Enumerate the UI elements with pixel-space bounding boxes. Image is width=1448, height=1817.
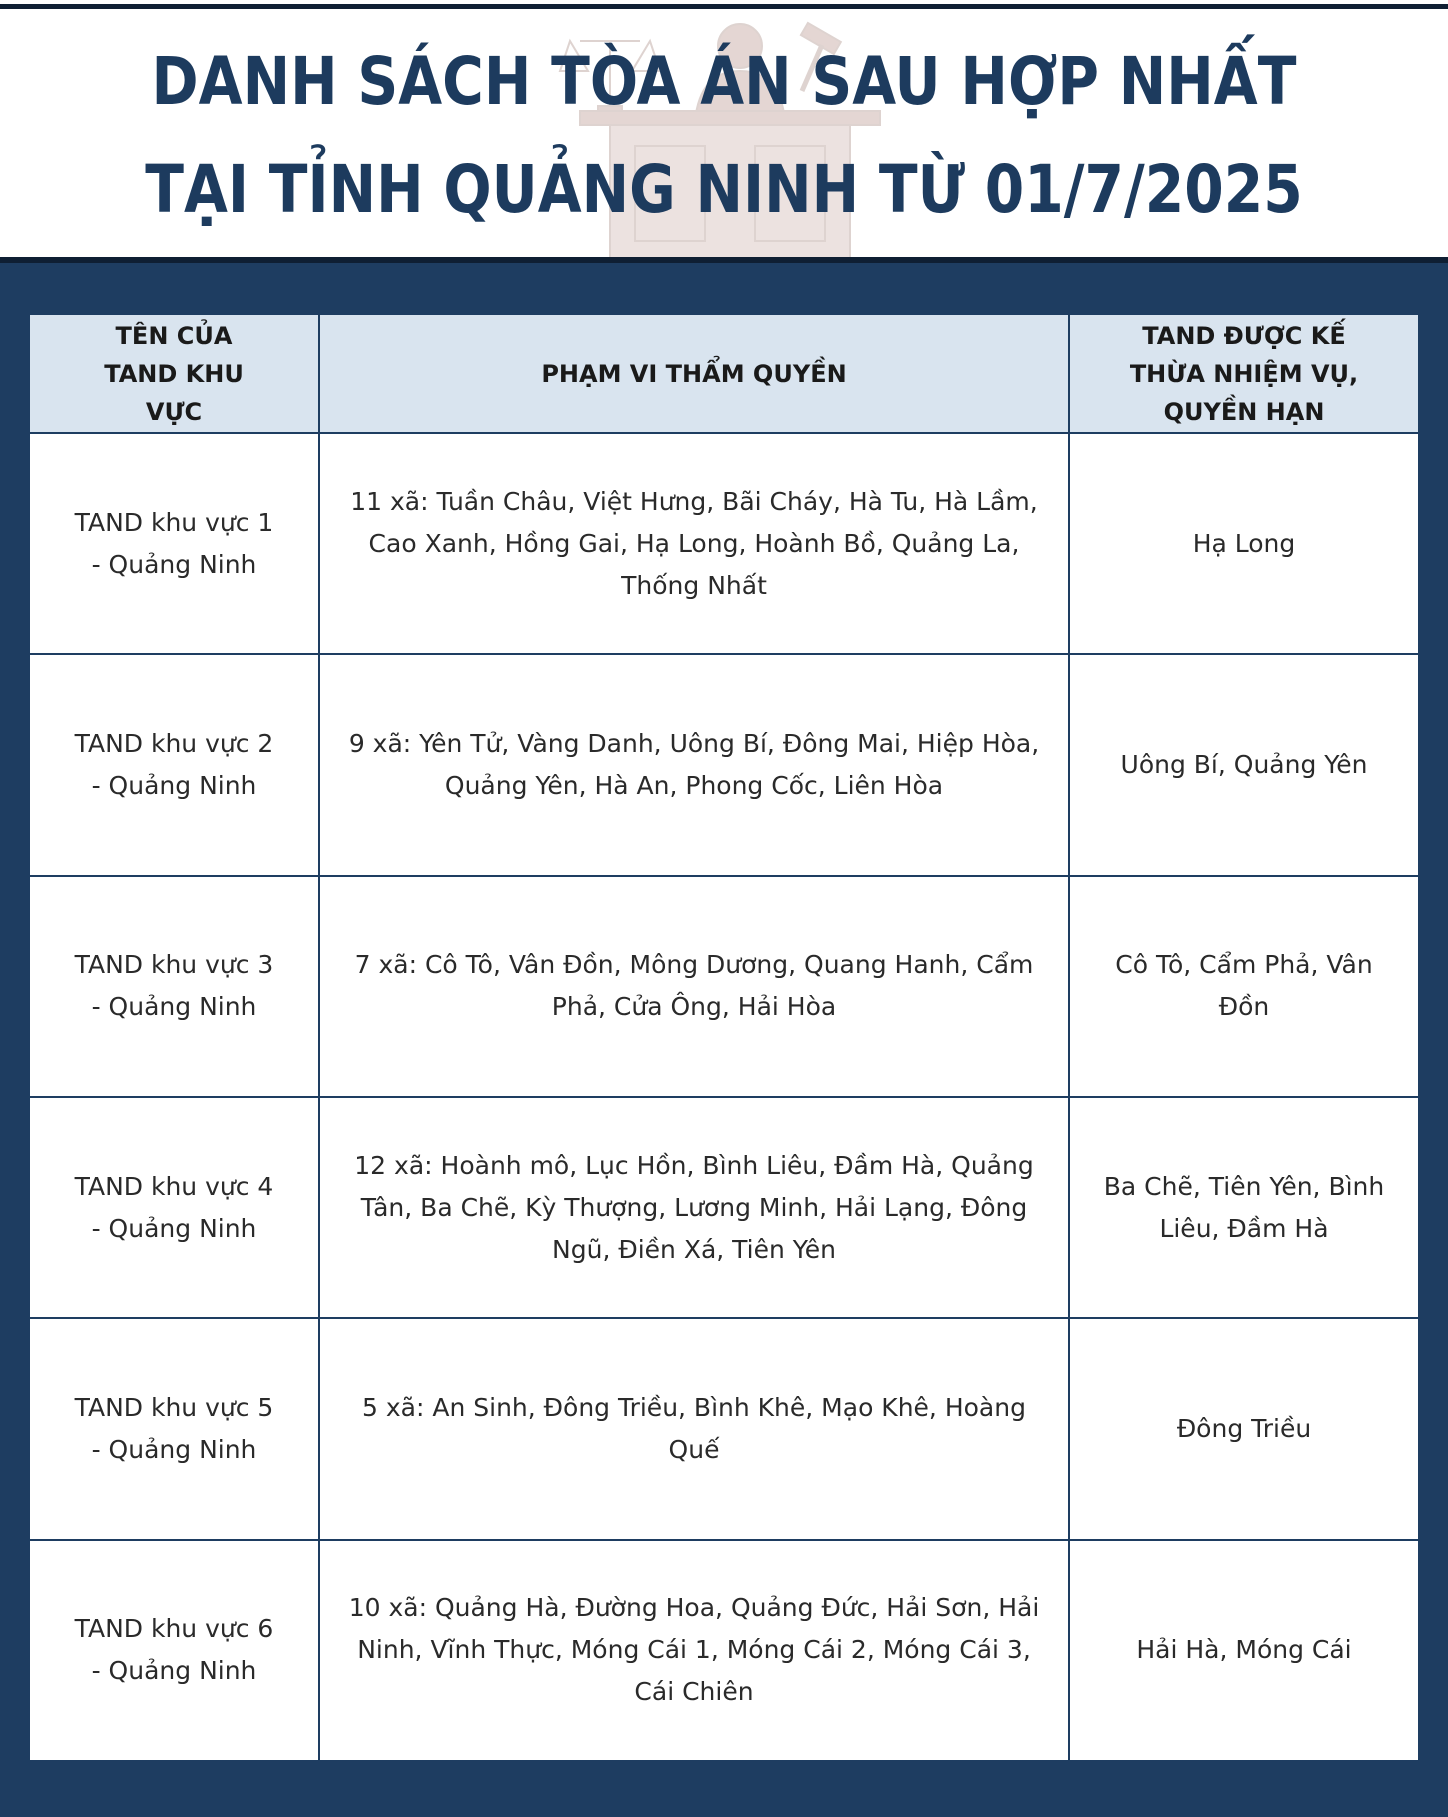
- cell-court-name: TAND khu vực 3 - Quảng Ninh: [29, 876, 319, 1097]
- table-row: [29, 876, 1419, 1097]
- header-court-name: TÊN CỦA TAND KHU VỰC: [29, 314, 319, 433]
- cell-court-name: TAND khu vực 6 - Quảng Ninh: [29, 1540, 319, 1761]
- header: [0, 9, 1448, 257]
- cell-inherited-court: Ba Chẽ, Tiên Yên, Bình Liêu, Đầm Hà: [1069, 1097, 1419, 1318]
- header-inherited-court: TAND ĐƯỢC KẾ THỪA NHIỆM VỤ, QUYỀN HẠN: [1069, 314, 1419, 433]
- cell-court-name: TAND khu vực 2 - Quảng Ninh: [29, 654, 319, 875]
- court-table: [28, 313, 1420, 1762]
- cell-inherited-court: Đông Triều: [1069, 1318, 1419, 1539]
- cell-jurisdiction: 9 xã: Yên Tử, Vàng Danh, Uông Bí, Đông Mai, Hiệp Hòa, Quảng Yên, Hà An, Phong Cốc, Liên Hòa: [319, 654, 1069, 875]
- cell-inherited-court: Cô Tô, Cẩm Phả, Vân Đồn: [1069, 876, 1419, 1097]
- cell-inherited-court: Uông Bí, Quảng Yên: [1069, 654, 1419, 875]
- table-header-row: [29, 314, 1419, 433]
- cell-jurisdiction: 10 xã: Quảng Hà, Đường Hoa, Quảng Đức, Hải Sơn, Hải Ninh, Vĩnh Thực, Móng Cái 1, Móng Cái 2, Móng Cái 3, Cái Chiên: [319, 1540, 1069, 1761]
- table-panel: [0, 257, 1448, 1817]
- table-row: [29, 1540, 1419, 1761]
- page-title-line-1: DANH SÁCH TÒA ÁN SAU HỢP NHẤT: [151, 43, 1297, 120]
- cell-court-name: TAND khu vực 1 - Quảng Ninh: [29, 433, 319, 654]
- cell-court-name: TAND khu vực 5 - Quảng Ninh: [29, 1318, 319, 1539]
- cell-jurisdiction: 12 xã: Hoành mô, Lục Hồn, Bình Liêu, Đầm Hà, Quảng Tân, Ba Chẽ, Kỳ Thượng, Lương Minh, Hải Lạng, Đông Ngũ, Điền Xá, Tiên Yên: [319, 1097, 1069, 1318]
- table-row: [29, 1097, 1419, 1318]
- cell-inherited-court: Hải Hà, Móng Cái: [1069, 1540, 1419, 1761]
- table-row: [29, 1318, 1419, 1539]
- page-title-line-2: TẠI TỈNH QUẢNG NINH TỪ 01/7/2025: [145, 151, 1303, 228]
- cell-jurisdiction: 5 xã: An Sinh, Đông Triều, Bình Khê, Mạo Khê, Hoàng Quế: [319, 1318, 1069, 1539]
- cell-jurisdiction: 7 xã: Cô Tô, Vân Đồn, Mông Dương, Quang Hanh, Cẩm Phả, Cửa Ông, Hải Hòa: [319, 876, 1069, 1097]
- cell-court-name: TAND khu vực 4 - Quảng Ninh: [29, 1097, 319, 1318]
- table-row: [29, 654, 1419, 875]
- cell-jurisdiction: 11 xã: Tuần Châu, Việt Hưng, Bãi Cháy, Hà Tu, Hà Lầm, Cao Xanh, Hồng Gai, Hạ Long, Hoành Bồ, Quảng La, Thống Nhất: [319, 433, 1069, 654]
- header-jurisdiction: PHẠM VI THẨM QUYỀN: [319, 314, 1069, 433]
- cell-inherited-court: Hạ Long: [1069, 433, 1419, 654]
- table-row: [29, 433, 1419, 654]
- panel-divider: [0, 257, 1448, 263]
